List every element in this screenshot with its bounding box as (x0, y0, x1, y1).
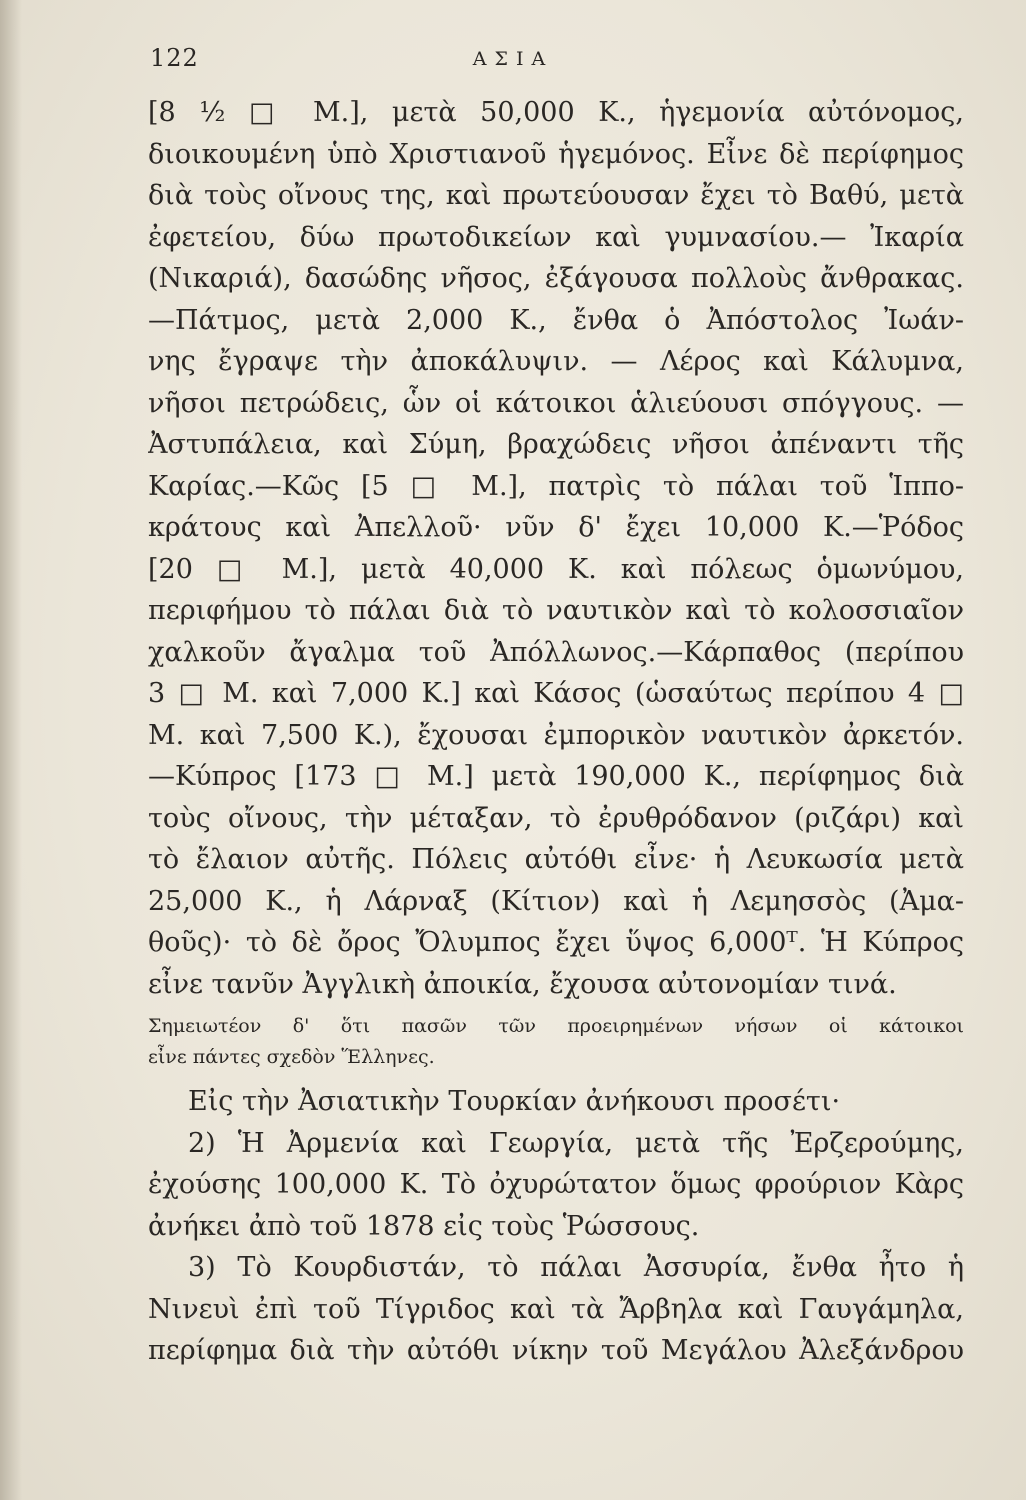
text-line: [8 ½ □ Μ.], μετὰ 50,000 Κ., ἡγεμονία αὐτόνομος, (148, 97, 964, 128)
text-line: —Κύπρος [173 □ Μ.] μετὰ 190,000 Κ., περίφημος διὰ (148, 761, 964, 792)
page-gutter-shadow (0, 0, 22, 1500)
text-line: τοὺς οἴνους, τὴν μέταξαν, τὸ ἐρυθρόδανον (ριζάρι) καὶ (148, 802, 964, 834)
running-title: ΑΣΙΑ (472, 48, 554, 70)
text-line: Μ. καὶ 7,500 Κ.), ἔχουσαι ἐμπορικὸν ναυτικὸν ἀρκετόν. (148, 719, 964, 751)
text-line: [20 □ Μ.], μετὰ 40,000 Κ. καὶ πόλεως ὁμωνύμου, (148, 553, 964, 585)
text-line: Καρίας.—Κῶς [5 □ Μ.], πατρὶς τὸ πάλαι τοῦ Ἱππο- (148, 470, 964, 502)
text-line: ἀνήκει ἀπὸ τοῦ 1878 εἰς τοὺς Ῥώσσους. (148, 1210, 700, 1242)
text-line: νης ἔγραψε τὴν ἀποκάλυψιν. — Λέρος καὶ Κάλυμνα, (148, 346, 964, 377)
text-line: 3) Τὸ Κουρδιστάν, τὸ πάλαι Ἀσσυρία, ἔνθα ἦτο ἡ (188, 1252, 964, 1283)
text-line: Νινευὶ ἐπὶ τοῦ Τίγριδος καὶ τὰ Ἄρβηλα καὶ Γαυγάμηλα, (148, 1293, 964, 1325)
text-line: διοικουμένη ὑπὸ Χριστιανοῦ ἡγεμόνος. Εἶνε δὲ περίφημος (148, 138, 964, 170)
text-line: θοῦς)· τὸ δὲ ὄρος Ὄλυμπος ἔχει ὕψος 6,000ᵀ. Ἡ Κύπρος (148, 927, 964, 958)
text-line: 2) Ἡ Ἀρμενία καὶ Γεωργία, μετὰ τῆς Ἐρζερούμης, (188, 1127, 964, 1159)
text-line: Ἀστυπάλεια, καὶ Σύμη, βραχώδεις νῆσοι ἀπέναντι τῆς (148, 429, 964, 460)
note-line: εἶνε πάντες σχεδὸν Ἕλληνες. (148, 1046, 435, 1068)
note-line: Σημειωτέον δ' ὅτι πασῶν τῶν προειρημένων νήσων οἱ κάτοικοι (148, 1015, 964, 1037)
text-line: διὰ τοὺς οἴνους της, καὶ πρωτεύουσαν ἔχει τὸ Βαθύ, μετὰ (148, 180, 964, 211)
page-header (0, 44, 1026, 84)
text-line: τὸ ἔλαιον αὐτῆς. Πόλεις αὐτόθι εἶνε· ἡ Λευκωσία μετὰ (148, 844, 964, 875)
text-line: —Πάτμος, μετὰ 2,000 Κ., ἔνθα ὁ Ἀπόστολος Ἰωάν- (148, 304, 964, 336)
text-line: εἶνε τανῦν Ἀγγλικὴ ἀποικία, ἔχουσα αὐτονομίαν τινά. (148, 968, 897, 1000)
text-line: (Νικαριά), δασώδης νῆσος, ἐξάγουσα πολλοὺς ἄνθρακας. (148, 263, 964, 294)
text-line: 3 □ Μ. καὶ 7,000 Κ.] καὶ Κάσος (ὡσαύτως περίπου 4 □ (148, 678, 964, 709)
text-line: 25,000 Κ., ἡ Λάρναξ (Κίτιον) καὶ ἡ Λεμησσὸς (Ἀμα- (148, 885, 964, 917)
text-line: κράτους καὶ Ἀπελλοῦ· νῦν δ' ἔχει 10,000 Κ.—Ῥόδος (148, 512, 964, 543)
text-line: περίφημα διὰ τὴν αὐτόθι νίκην τοῦ Μεγάλου Ἀλεξάνδρου (148, 1335, 964, 1366)
text-line: νῆσοι πετρώδεις, ὧν οἱ κάτοικοι ἁλιεύουσι σπόγγους. — (148, 387, 964, 419)
body-text (148, 92, 964, 1372)
text-line: περιφήμου τὸ πάλαι διὰ τὸ ναυτικὸν καὶ τὸ κολοσσιαῖον (148, 595, 964, 626)
text-line: ἐφετείου, δύω πρωτοδικείων καὶ γυμνασίου.— Ἰκαρία (148, 221, 964, 253)
text-line: Εἰς τὴν Ἀσιατικὴν Τουρκίαν ἀνήκουσι προσέτι· (188, 1086, 841, 1117)
page-number: 122 (150, 44, 199, 72)
text-line: ἐχούσης 100,000 Κ. Τὸ ὀχυρώτατον ὅμως φρούριον Κὰρς (148, 1169, 964, 1200)
footnote-block (148, 1011, 964, 1073)
text-line: χαλκοῦν ἄγαλμα τοῦ Ἀπόλλωνος.—Κάρπαθος (περίπου (148, 636, 964, 668)
